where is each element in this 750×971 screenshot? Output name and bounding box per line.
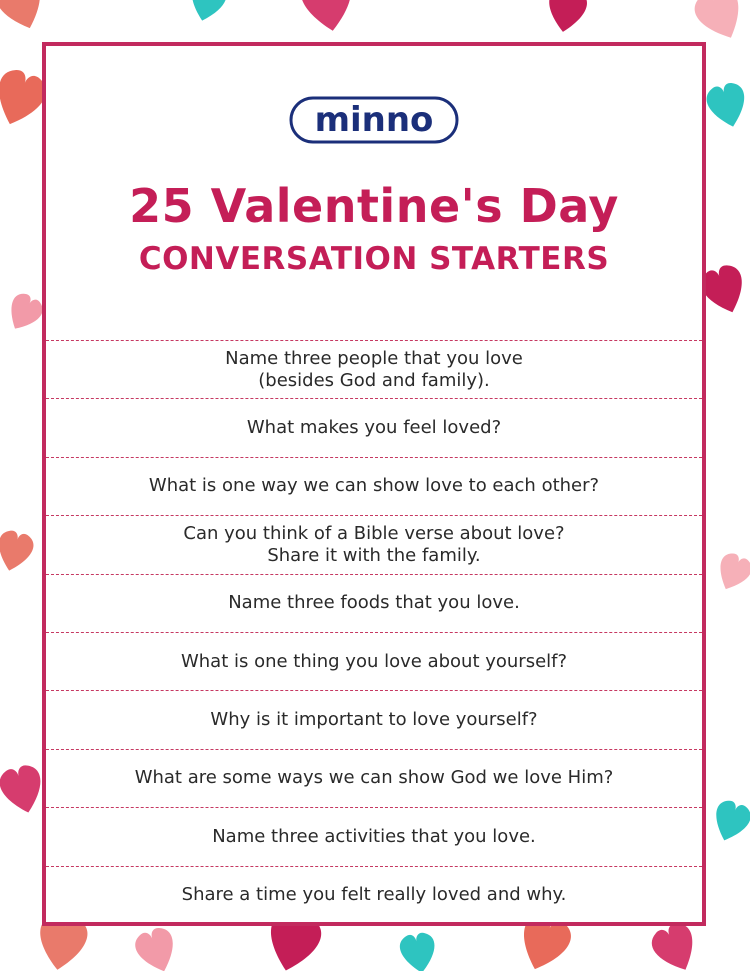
question-text: What is one way we can show love to each other? [148, 475, 600, 497]
question-text: Share a time you felt really loved and why. [181, 884, 567, 906]
question-item [46, 807, 702, 865]
question-item [46, 866, 702, 924]
question-text: What makes you feel loved? [246, 417, 502, 439]
question-text: Why is it important to love yourself? [210, 709, 538, 731]
question-text-line2: (besides God and family). [258, 369, 490, 391]
question-item [46, 690, 702, 748]
question-text: Can you think of a Bible verse about love? [183, 522, 565, 544]
conversation-card [42, 42, 706, 926]
question-item [46, 749, 702, 807]
question-text: Name three activities that you love. [212, 825, 536, 847]
question-item [46, 515, 702, 573]
question-text: What are some ways we can show God we love Him? [134, 767, 614, 789]
question-text: Name three people that you love [225, 347, 523, 369]
question-text: What is one thing you love about yourself? [180, 650, 568, 672]
page-title: 25 Valentine's Day [129, 179, 619, 233]
logo-text: minno [314, 100, 434, 140]
question-item [46, 340, 702, 398]
question-text: Name three foods that you love. [228, 592, 520, 614]
minno-logo [46, 96, 702, 148]
minno-logo-mark [289, 96, 459, 144]
question-list [46, 340, 702, 924]
question-text-line2: Share it with the family. [267, 544, 481, 566]
question-item [46, 574, 702, 632]
question-item [46, 457, 702, 515]
page-subtitle: CONVERSATION STARTERS [138, 241, 610, 277]
question-item [46, 398, 702, 456]
question-item [46, 632, 702, 690]
